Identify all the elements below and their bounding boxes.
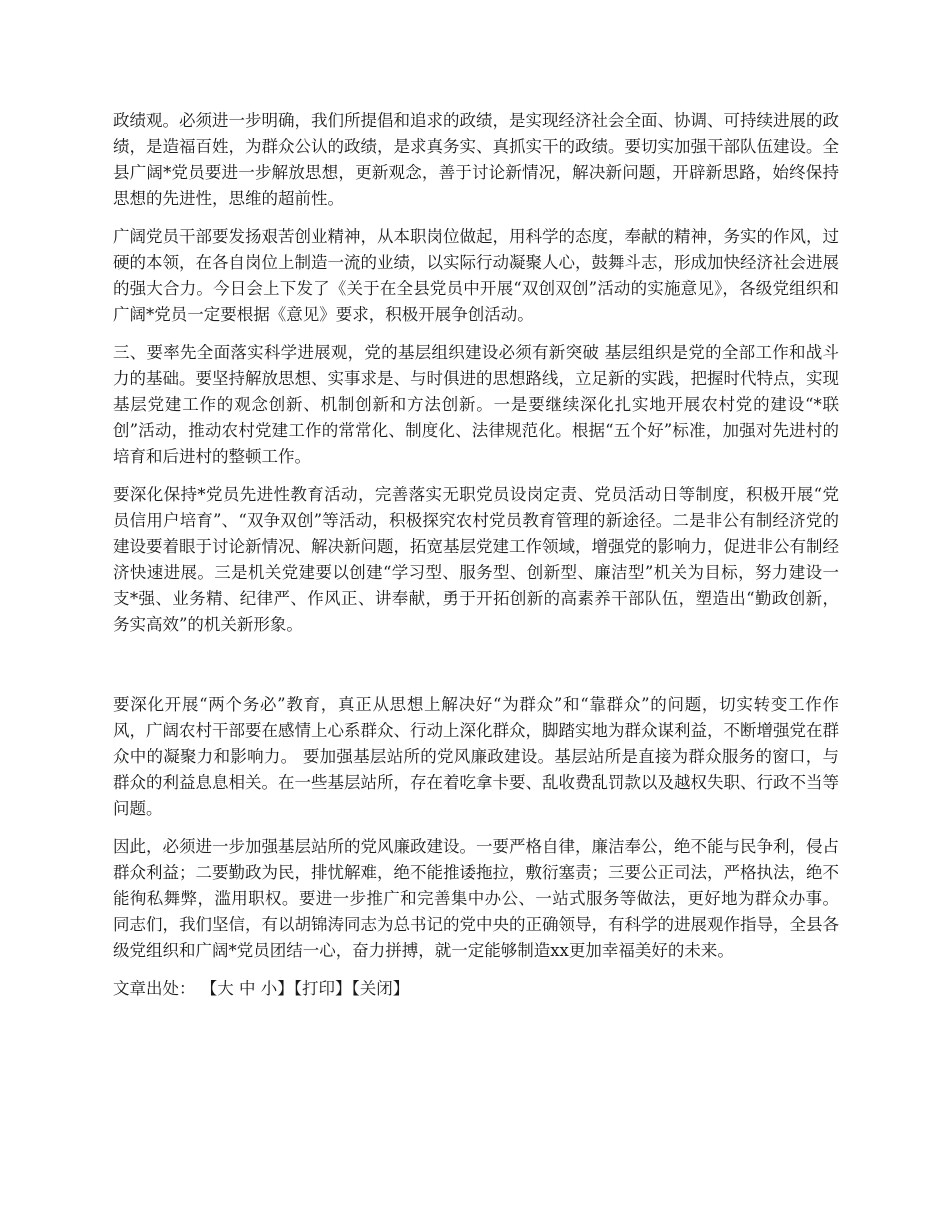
paragraph-3: 三、要率先全面落实科学进展观，党的基层组织建设必须有新突破 基层组织是党的全部工作和战斗力的基础。要坚持解放思想、实事求是、与时俱进的思想路线，立足新的实践，把握时代特点，实现基层党建工作的观念创新、机制创新和方法创新。一是要继续深化扎实地开展农村党的建设“*联创”活动，推动农村党建工作的常常化、制度化、法律规范化。根据“五个好”标准，加强对先进村的培育和后进村的整顿工作。 <box>113 343 839 466</box>
paragraph-5: 要深化开展“两个务必”教育，真正从思想上解决好“为群众”和“靠群众”的问题，切实转变工作作风，广阔农村干部要在感情上心系群众、行动上深化群众，脚踏实地为群众谋利益，不断增强党在群众中的凝聚力和影响力。 要加强基层站所的党风廉政建设。基层站所是直接为群众服务的窗口，与群众的利益息息相关。在一些基层站所，存在着吃拿卡要、乱收费乱罚款以及越权失职、行政不当等问题。 <box>113 695 839 818</box>
paragraph-2: 广阔党员干部要发扬艰苦创业精神，从本职岗位做起，用科学的态度，奉献的精神，务实的作风，过硬的本领，在各自岗位上制造一流的业绩，以实际行动凝聚人心，鼓舞斗志，形成加快经济社会进展的强大合力。今日会上下发了《关于在全县党员中开展“双创双创”活动的实施意见》，各级党组织和广阔*党员一定要根据《意见》要求，积极开展争创活动。 <box>113 227 839 324</box>
paragraph-6: 因此，必须进一步加强基层站所的党风廉政建设。一要严格自律，廉洁奉公，绝不能与民争利，侵占群众利益；二要勤政为民，排忧解难，绝不能推诿拖拉，敷衍塞责；三要公正司法，严格执法，绝不能徇私舞弊，滥用职权。要进一步推广和完善集中办公、一站式服务等做法，更好地为群众办事。 同志们，我们坚信，有以胡锦涛同志为总书记的党中央的正确领导，有科学的进展观作指导，全县各级党组织和广阔*党员团结一心，奋力拼搏，就一定能够制造xx更加幸福美好的未来。 <box>113 837 839 960</box>
paragraph-4: 要深化保持*党员先进性教育活动，完善落实无职党员设岗定责、党员活动日等制度，积极开展“党员信用户培育”、“双争双创”等活动，积极探究农村党员教育管理的新途径。二是非公有制经济党的建设要着眼于讨论新情况、解决新问题，拓宽基层党建工作领域，增强党的影响力，促进非公有制经济快速进展。三是机关党建要以创建“学习型、服务型、创新型、廉洁型”机关为目标，努力建设一支*强、业务精、纪律严、作风正、讲奉献，勇于开拓创新的高素养干部队伍，塑造出“勤政创新，务实高效”的机关新形象。 <box>113 485 839 634</box>
source-label: 文章出处： <box>113 979 196 998</box>
font-size-link[interactable]: 【大 中 小】 <box>200 979 294 998</box>
article-footer <box>113 976 839 1002</box>
print-link[interactable]: 【打印】 <box>293 979 352 998</box>
section-spacer <box>113 650 839 692</box>
close-link[interactable]: 【关闭】 <box>351 979 410 998</box>
article-body <box>113 108 839 1002</box>
paragraph-1: 政绩观。必须进一步明确，我们所提倡和追求的政绩，是实现经济社会全面、协调、可持续进展的政绩，是造福百姓，为群众公认的政绩，是求真务实、真抓实干的政绩。要切实加强干部队伍建设。全县广阔*党员要进一步解放思想，更新观念，善于讨论新情况，解决新问题，开辟新思路，始终保持思想的先进性，思维的超前性。 <box>113 111 839 208</box>
